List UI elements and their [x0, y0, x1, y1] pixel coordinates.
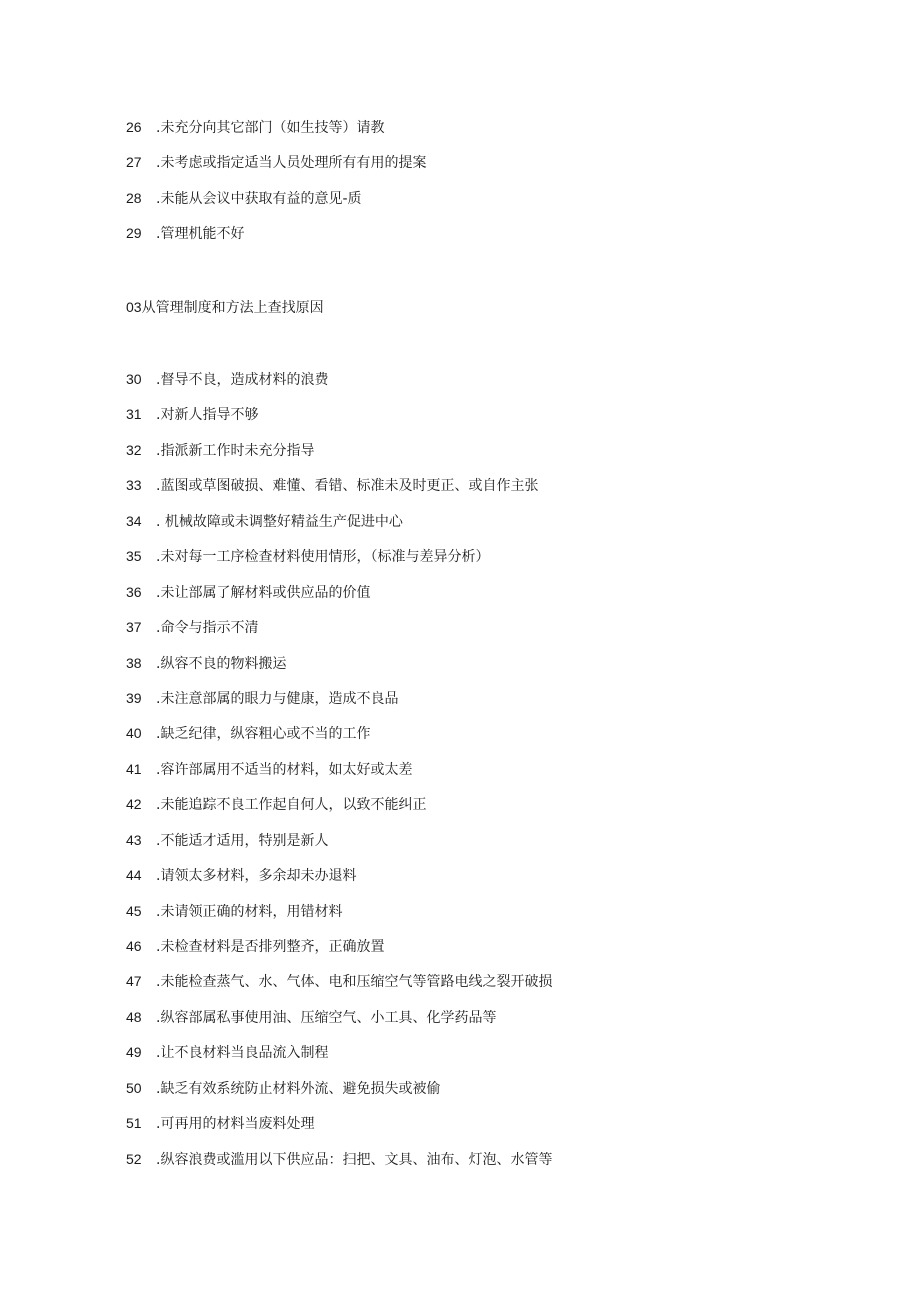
- list-item: [126, 935, 552, 970]
- item-number: 45: [126, 902, 142, 919]
- item-number: 30: [126, 371, 142, 387]
- item-text: .缺乏纪律，纵容粗心或不当的工作: [156, 726, 371, 743]
- item-text: .未能追踪不良工作起自何人，以致不能纠正: [156, 797, 427, 814]
- list-item: [126, 403, 552, 438]
- item-number: 37: [126, 619, 142, 636]
- list-item: [126, 864, 552, 899]
- item-text: .未充分向其它部门（如生技等）请教: [156, 120, 385, 136]
- item-number: 38: [126, 654, 142, 671]
- item-number: 48: [126, 1008, 142, 1025]
- item-text: .未请领正确的材料，用错材料: [156, 903, 343, 920]
- section-number: 03: [126, 299, 142, 315]
- item-text: .督导不良，造成材料的浪费: [156, 372, 329, 388]
- list-item: [126, 151, 426, 186]
- item-text: .未让部属了解材料或供应品的价值: [156, 584, 371, 601]
- item-text: .容许部属用不适当的材料，如太好或太差: [156, 761, 413, 778]
- cause-list-management-system: [126, 368, 552, 1183]
- item-number: 49: [126, 1044, 142, 1061]
- item-text: .纵容浪费或滥用以下供应品：扫把、文具、油布、灯泡、水管等: [156, 1151, 553, 1168]
- item-number: 41: [126, 760, 142, 777]
- list-item: [126, 474, 552, 509]
- item-text: .缺乏有效系统防止材料外流、避免损失或被偷: [156, 1080, 441, 1097]
- list-item: [126, 687, 552, 722]
- item-number: 31: [126, 406, 142, 423]
- item-text: .可再用的材料当废料处理: [156, 1116, 315, 1133]
- item-number: 51: [126, 1115, 142, 1132]
- item-number: 33: [126, 477, 142, 494]
- list-item: [126, 652, 552, 687]
- item-text: .蓝图或草图破损、难懂、看错、标准未及时更正、或自作主张: [156, 478, 539, 495]
- item-number: 42: [126, 796, 142, 813]
- item-number: 34: [126, 512, 142, 529]
- list-item: [126, 510, 552, 545]
- item-text: .未注意部属的眼力与健康，造成不良品: [156, 690, 399, 707]
- list-item: [126, 758, 552, 793]
- list-item: [126, 581, 552, 616]
- item-text: .未对每一工序检查材料使用情形，（标准与差异分析）: [156, 549, 490, 566]
- item-number: 27: [126, 154, 142, 171]
- item-text: .对新人指导不够: [156, 407, 259, 424]
- item-text: .不能适才适用，特别是新人: [156, 832, 329, 849]
- list-item: [126, 368, 552, 403]
- item-number: 43: [126, 831, 142, 848]
- item-number: 47: [126, 973, 142, 990]
- list-item: [126, 793, 552, 828]
- item-text: .未能检查蒸气、水、气体、电和压缩空气等管路电线之裂开破损: [156, 974, 553, 991]
- item-number: 29: [126, 225, 142, 242]
- item-number: 50: [126, 1079, 142, 1096]
- item-text: .纵容部属私事使用油、压缩空气、小工具、化学药品等: [156, 1009, 497, 1026]
- list-item: [126, 829, 552, 864]
- list-item: [126, 1148, 552, 1183]
- section-heading: [126, 296, 324, 319]
- list-item: [126, 545, 552, 580]
- item-number: 40: [126, 725, 142, 742]
- item-text: . 机械故障或未调整好精益生产促进中心: [156, 513, 403, 530]
- list-item: [126, 970, 552, 1005]
- item-text: .未考虑或指定适当人员处理所有有用的提案: [156, 155, 427, 172]
- item-text: .未能从会议中获取有益的意见-质: [156, 190, 362, 207]
- item-text: .管理机能不好: [156, 226, 245, 243]
- list-item: [126, 439, 552, 474]
- list-item: [126, 222, 426, 257]
- list-item: [126, 616, 552, 651]
- item-number: 36: [126, 583, 142, 600]
- cause-list-management-function: [126, 116, 426, 258]
- item-number: 52: [126, 1150, 142, 1167]
- item-number: 26: [126, 119, 142, 135]
- list-item: [126, 1006, 552, 1041]
- list-item: [126, 1112, 552, 1147]
- item-text: .让不良材料当良品流入制程: [156, 1045, 329, 1062]
- item-text: .指派新工作时未充分指导: [156, 442, 315, 459]
- item-number: 35: [126, 548, 142, 565]
- list-item: [126, 1077, 552, 1112]
- item-text: .纵容不良的物料搬运: [156, 655, 287, 672]
- item-text: .命令与指示不清: [156, 620, 259, 637]
- list-item: [126, 722, 552, 757]
- section-title: 从管理制度和方法上查找原因: [141, 300, 324, 316]
- item-number: 28: [126, 189, 142, 206]
- item-text: .未检查材料是否排列整齐，正确放置: [156, 939, 385, 955]
- list-item: [126, 187, 426, 222]
- item-number: 39: [126, 689, 142, 706]
- item-number: 46: [126, 938, 142, 954]
- item-number: 44: [126, 867, 142, 884]
- item-text: .请领太多材料，多余却未办退料: [156, 868, 357, 885]
- list-item: [126, 900, 552, 935]
- item-number: 32: [126, 441, 142, 458]
- list-item: [126, 1041, 552, 1076]
- list-item: [126, 116, 426, 151]
